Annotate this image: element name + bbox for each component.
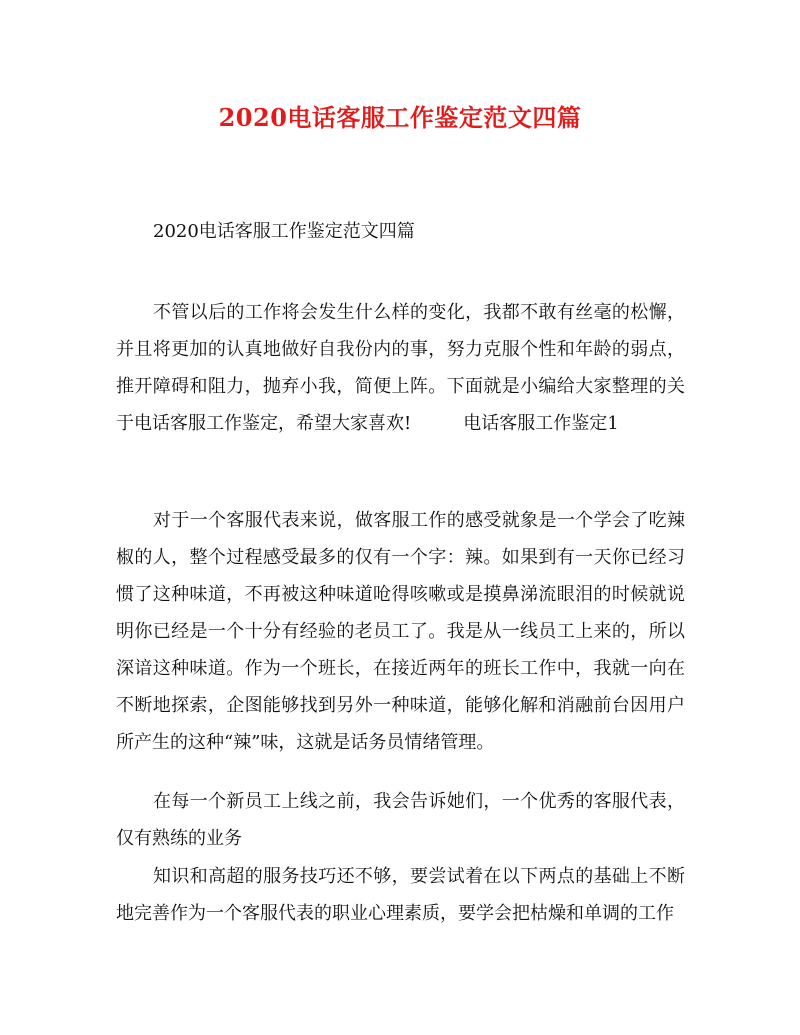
section-heading-1: 电话客服工作鉴定1: [463, 413, 619, 434]
document-subtitle: 2020电话客服工作鉴定范文四篇: [153, 221, 415, 242]
document-title: 2020电话客服工作鉴定范文四篇: [218, 103, 582, 132]
paragraph-2: 对于一个客服代表来说，做客服工作的感受就象是一个学会了吃辣椒的人，整个过程感受最多的仅有一个字：辣。如果到有一天你已经习惯了这种味道，不再被这种味道呛得咳嗽或是摸鼻涕流眼泪的时候就说明你已经是一个十分有经验的老员工了。我是从一线员工上来的，所以深谙这种味道。作为一个班长，在接近两年的班长工作中，我就一向在不断地探索，企图能够找到另外一种味道，能够化解和消融前台因用户所产生的这种“辣”味，这就是话务员情绪管理。: [116, 510, 685, 753]
paragraph-intro-text: 不管以后的工作将会发生什么样的变化，我都不敢有丝毫的松懈，并且将更加的认真地做好自我份内的事，努力克服个性和年龄的弱点，推开障碍和阻力，抛弃小我，简便上阵。下面就是小编给大家整理的关于电话客服工作鉴定，希望大家喜欢!: [116, 302, 685, 434]
paragraph-intro: [116, 294, 685, 442]
paragraph-3: 在每一个新员工上线之前，我会告诉她们，一个优秀的客服代表，仅有熟练的业务: [116, 791, 685, 849]
paragraph-4: 知识和高超的服务技巧还不够，要尝试着在以下两点的基础上不断地完善作为一个客服代表的职业心理素质，要学会把枯燥和单调的工作: [116, 866, 685, 924]
